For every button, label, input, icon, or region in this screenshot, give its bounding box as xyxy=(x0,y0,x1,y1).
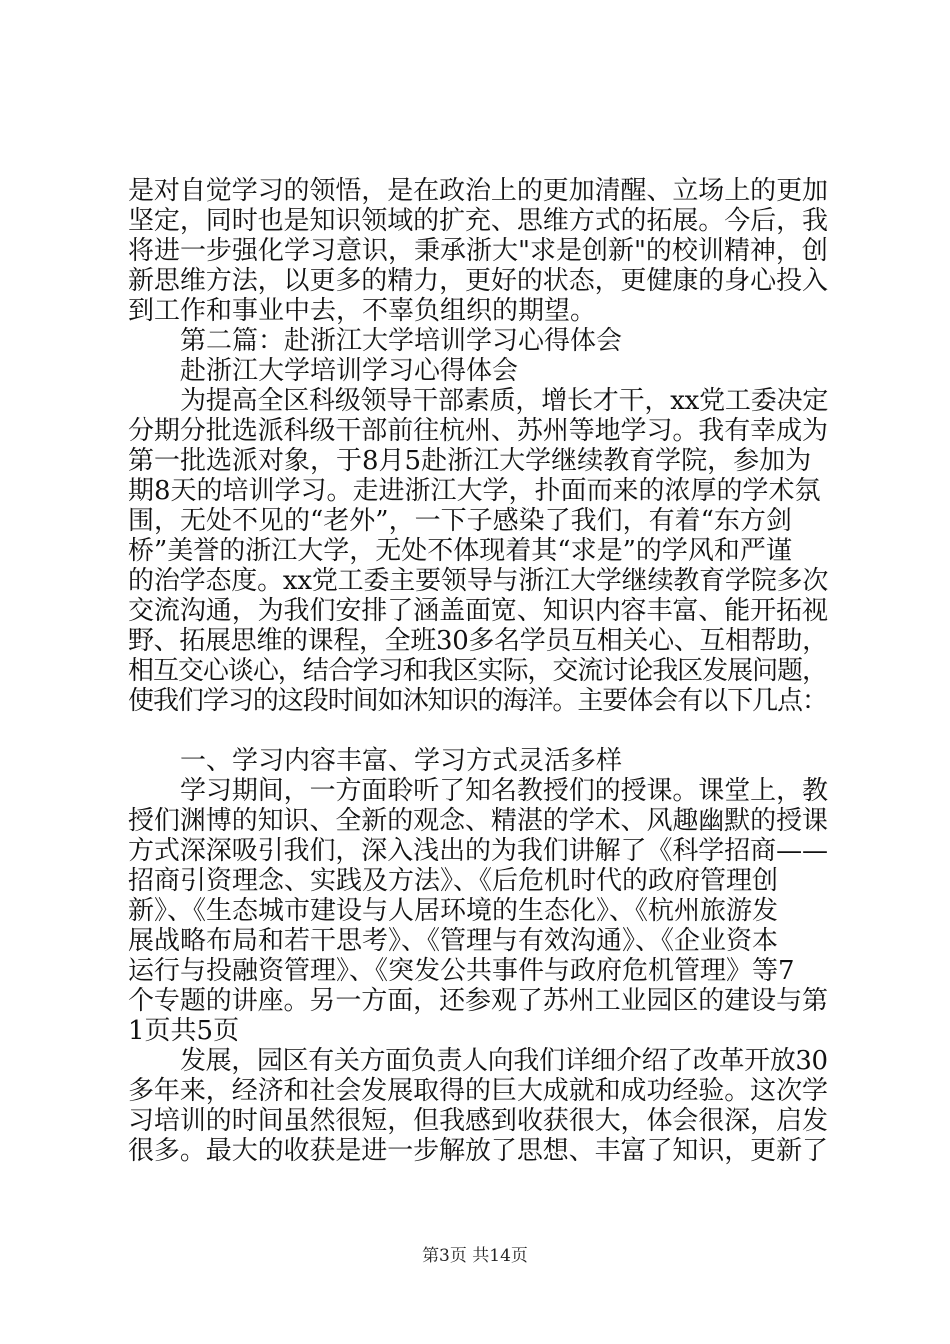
text-line: 相互交心谈心，结合学习和我区实际，交流讨论我区发展问题， xyxy=(128,656,827,686)
text-line: 学习期间，一方面聆听了知名教授们的授课。课堂上，教 xyxy=(180,776,828,806)
text-line: 一、学习内容丰富、学习方式灵活多样 xyxy=(180,746,623,776)
text-line: 个专题的讲座。另一方面，还参观了苏州工业园区的建设与第 xyxy=(128,986,828,1016)
text-line xyxy=(128,716,828,746)
text-line: 运行与投融资管理》、《突发公共事件与政府危机管理》等7 xyxy=(128,956,795,986)
text-line: 授们渊博的知识、全新的观念、精湛的学术、风趣幽默的授课 xyxy=(128,806,828,836)
text-line: 的治学态度。xx党工委主要领导与浙江大学继续教育学院多次 xyxy=(128,566,829,596)
text-line: 展战略布局和若干思考》、《管理与有效沟通》、《企业资本 xyxy=(128,926,779,956)
text-line: 为提高全区科级领导干部素质，增长才干，xx党工委决定 xyxy=(180,386,829,416)
text-line: 多年来，经济和社会发展取得的巨大成就和成功经验。这次学 xyxy=(128,1076,828,1106)
text-line: 习培训的时间虽然很短，但我感到收获很大，体会很深，启发 xyxy=(128,1106,828,1136)
text-line: 围，无处不见的“老外”，一下子感染了我们，有着“东方剑 xyxy=(128,506,792,536)
text-line: 是对自觉学习的领悟，是在政治上的更加清醒、立场上的更加 xyxy=(128,176,828,206)
text-line: 野、拓展思维的课程，全班30多名学员互相关心、互相帮助， xyxy=(128,626,828,656)
text-line: 交流沟通，为我们安排了涵盖面宽、知识内容丰富、能开拓视 xyxy=(128,596,828,626)
text-line: 很多。最大的收获是进一步解放了思想、丰富了知识，更新了 xyxy=(128,1136,828,1166)
text-line: 到工作和事业中去，不辜负组织的期望。 xyxy=(128,296,597,326)
document-body xyxy=(128,176,828,1166)
text-line: 赴浙江大学培训学习心得体会 xyxy=(180,356,519,386)
text-line: 新》、《生态城市建设与人居环境的生态化》、《杭州旅游发 xyxy=(128,896,779,926)
text-line: 将进一步强化学习意识，秉承浙大"求是创新"的校训精神，创 xyxy=(128,236,828,266)
text-line: 期8天的培训学习。走进浙江大学，扑面而来的浓厚的学术氛 xyxy=(128,476,821,506)
text-line: 发展，园区有关方面负责人向我们详细介绍了改革开放30 xyxy=(180,1046,828,1076)
text-line: 桥”美誉的浙江大学，无处不体现着其“求是”的学风和严谨 xyxy=(128,536,792,566)
page-footer: 第3页 共14页 xyxy=(422,1246,528,1266)
text-line: 第一批选派对象，于8月5赴浙江大学继续教育学院，参加为 xyxy=(128,446,812,476)
text-line: 坚定，同时也是知识领域的扩充、思维方式的拓展。今后，我 xyxy=(128,206,828,236)
text-line: 使我们学习的这段时间如沐知识的海洋。主要体会有以下几点： xyxy=(128,686,827,716)
text-line: 招商引资理念、实践及方法》、《后危机时代的政府管理创 xyxy=(128,866,779,896)
text-line: 1页共5页 xyxy=(128,1016,240,1046)
text-line: 新思维方法，以更多的精力，更好的状态，更健康的身心投入 xyxy=(128,266,828,296)
text-line: 分期分批选派科级干部前往杭州、苏州等地学习。我有幸成为 xyxy=(128,416,828,446)
text-line: 方式深深吸引我们，深入浅出的为我们讲解了《科学招商—— xyxy=(128,836,828,866)
text-line: 第二篇：赴浙江大学培训学习心得体会 xyxy=(180,326,623,356)
